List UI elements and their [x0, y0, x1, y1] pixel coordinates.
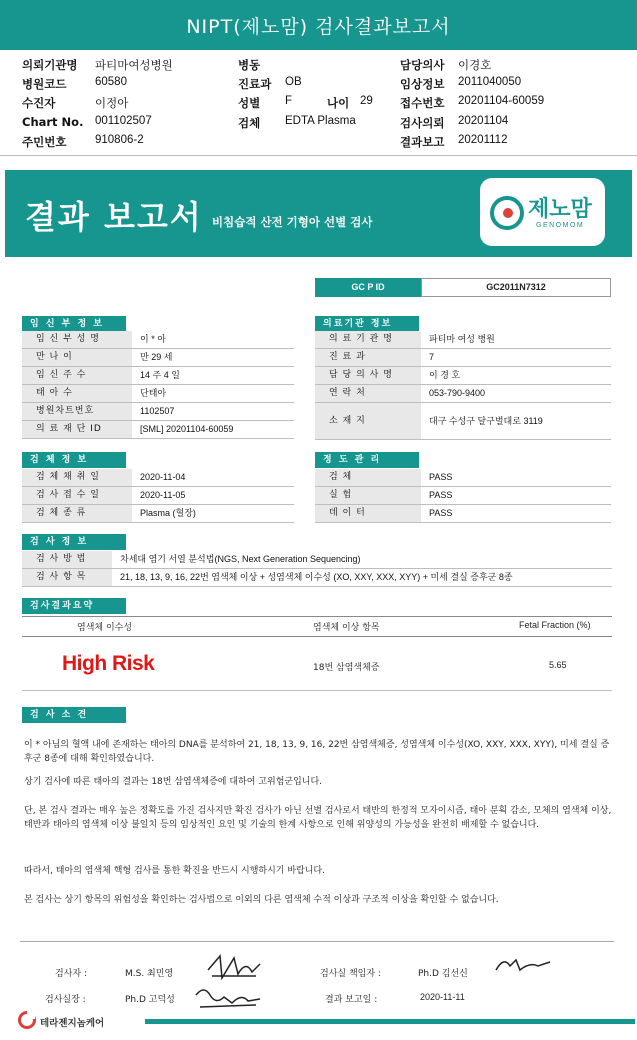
pregnant-label: 만 나 이 [22, 349, 132, 366]
org-value: 이 경 호 [429, 370, 461, 380]
signature-divider [20, 941, 614, 942]
org-value: 7 [429, 352, 435, 362]
header-field [238, 95, 293, 111]
header-field-label: 주민번호 [22, 135, 67, 149]
header-field [22, 134, 144, 150]
header-field-value: OB [285, 76, 302, 88]
report-title: NIPT(제노맘) 검사결과보고서 [0, 0, 637, 50]
banner-subtitle: 비침습적 산전 기형아 선별 검사 [212, 215, 373, 229]
org-label: 진 료 과 [315, 349, 421, 366]
header-field-label: 접수번호 [400, 96, 445, 110]
opinion-paragraph-4: 따라서, 태아의 염색체 핵형 검사를 통한 확진을 반드시 시행하시기 바랍니다. [24, 866, 325, 876]
test-row [22, 569, 612, 587]
qc-label: 데 이 터 [315, 505, 421, 522]
pregnant-value: 1102507 [140, 406, 175, 416]
test-value: 21, 18, 13, 9, 16, 22번 염색체 이상 + 성염색체 이수성 (XO, XXY, XXX, XYY) + 미세 결실 증후군 8종 [120, 572, 513, 582]
header-field-label: Chart No. [22, 115, 84, 129]
summary-bottom-line [22, 690, 612, 691]
test-label: 검 사 항 목 [22, 569, 112, 586]
header-field-value: EDTA Plasma [285, 115, 356, 127]
org-row [315, 349, 611, 367]
section-opinion: 검 사 소 견 [22, 707, 126, 723]
org-row [315, 331, 611, 349]
org-label: 소 재 지 [315, 403, 421, 439]
qc-row [315, 487, 611, 505]
qc-row [315, 505, 611, 523]
header-field-value: F [285, 95, 293, 107]
tester-label: 검사자 : [55, 969, 87, 979]
company-name: 테라젠지놈케어 [40, 1018, 105, 1029]
head-label: 검사실장 : [45, 995, 86, 1005]
section-qc: 정 도 관 리 [315, 452, 419, 468]
footer-bar [145, 1019, 635, 1024]
qc-value: PASS [429, 472, 453, 482]
header-field-label: 결과보고 [400, 135, 445, 149]
org-value: 053-790-9400 [429, 388, 486, 398]
gcpid-value: GC2011N7312 [421, 278, 611, 297]
pregnant-row [22, 421, 294, 439]
header-field [400, 76, 522, 92]
summary-header-2: 염색체 이상 항목 [313, 623, 380, 633]
header-field [400, 95, 545, 111]
header-field-label: 성별 [238, 96, 261, 110]
org-label: 연 락 처 [315, 385, 421, 402]
opinion-paragraph-1: 이 * 아님의 혈액 내에 존재하는 태아의 DNA를 분석하여 21, 18, 13, 9, 16, 22번 삼염색체증, 성염색체 이수성(XO, XXY, XXX, XYY), 미세 결실 증후군 8종에 대해 확인하였습니다. [24, 740, 610, 764]
header-field [22, 115, 152, 129]
header-field [400, 57, 492, 73]
header-field-label: 검체 [238, 116, 261, 130]
report-date: 2020-11-11 [420, 992, 465, 1002]
org-row [315, 385, 611, 403]
header-divider [0, 155, 637, 156]
pregnant-label: 임 신 주 수 [22, 367, 132, 384]
header-field-label: 진료과 [238, 77, 272, 91]
header-field-value: 910806-2 [95, 134, 144, 146]
test-row [22, 551, 612, 569]
sample-row [22, 487, 294, 505]
age-field [327, 95, 373, 111]
section-org: 의료기관 정보 [315, 316, 419, 332]
summary-header-3: Fetal Fraction (%) [519, 620, 591, 630]
genomom-logo-icon [490, 196, 524, 230]
header-field-label: 검사의뢰 [400, 116, 445, 130]
header-field [238, 57, 260, 73]
org-label: 담 당 의 사 명 [315, 367, 421, 384]
sample-label: 검 사 접 수 일 [22, 487, 132, 504]
pregnant-value: 이 * 아 [140, 334, 166, 344]
risk-result: High Risk [62, 652, 155, 675]
header-field-value: 20201104 [458, 115, 509, 127]
org-label: 의 료 기 관 명 [315, 331, 421, 348]
pregnant-value: 단태아 [140, 388, 167, 398]
pregnant-row [22, 367, 294, 385]
genomom-logo [480, 178, 605, 246]
qc-row [315, 469, 611, 487]
header-field-label: 임상정보 [400, 77, 445, 91]
header-field-label: 병원코드 [22, 77, 67, 91]
header-field-value: 20201112 [458, 134, 508, 146]
org-row [315, 403, 611, 440]
test-label: 검 사 방 법 [22, 551, 112, 568]
header-field-label: 병동 [238, 58, 261, 72]
gcpid-label: GC P ID [315, 278, 421, 297]
opinion-paragraph-3: 단, 본 검사 결과는 매우 높은 정확도를 가진 검사지만 확진 검사가 아닌 선별 검사로서 태반의 한정적 모자이시즘, 태아 분획 감소, 모체의 염색체 이상, 태반과 태아의 염색체 이상 불일치 등의 임상적인 요인 및 기술의 한계 사항으로 인해 위양성의 가능성을 완전히 배제할 수 없습니다. [24, 806, 612, 830]
chief-name: Ph.D 김선신 [418, 969, 468, 979]
header-field-label: 수진자 [22, 96, 56, 110]
tester-signature [200, 950, 270, 985]
org-value: 대구 수성구 달구벌대로 3119 [429, 416, 543, 426]
sample-value: 2020-11-04 [140, 472, 186, 482]
qc-value: PASS [429, 490, 453, 500]
header-field-value: 이경호 [458, 60, 492, 72]
header-field [22, 76, 127, 92]
header-field-value: 이정아 [95, 98, 129, 110]
header-field [238, 76, 302, 92]
pregnant-row [22, 385, 294, 403]
header-field [400, 115, 509, 131]
abnormal-item: 18번 삼염색체증 [313, 663, 380, 673]
pregnant-value: [SML] 20201104-60059 [140, 424, 234, 434]
qc-label: 검 체 [315, 469, 421, 486]
header-field [238, 115, 356, 131]
pregnant-label: 병원차트번호 [22, 403, 132, 420]
summary-header-1: 염색체 이수성 [77, 623, 133, 633]
pregnant-value: 14 주 4 일 [140, 370, 180, 380]
pregnant-label: 의 료 재 단 ID [22, 421, 132, 438]
tester-name: M.S. 최민영 [125, 969, 174, 979]
pregnant-value: 만 29 세 [140, 352, 173, 362]
qc-label: 실 험 [315, 487, 421, 504]
terragen-logo-icon [18, 1011, 36, 1029]
summary-header-line [22, 636, 612, 637]
header-field [400, 134, 508, 150]
header-field-value: 001102507 [95, 115, 152, 127]
pregnant-label: 태 아 수 [22, 385, 132, 402]
chief-signature [490, 952, 560, 977]
header-field-label: 의뢰기관명 [22, 58, 78, 72]
pregnant-row [22, 349, 294, 367]
qc-value: PASS [429, 508, 453, 518]
sample-row [22, 505, 294, 523]
section-pregnant: 임 신 부 정 보 [22, 316, 126, 332]
sample-label: 검 체 채 취 일 [22, 469, 132, 486]
header-field-value: 60580 [95, 76, 127, 88]
sample-value: Plasma (혈장) [140, 508, 196, 518]
logo-subtext: GENOMOM [536, 222, 585, 229]
date-label: 결과 보고일 : [325, 995, 378, 1005]
header-field [22, 57, 173, 73]
section-test: 검 사 정 보 [22, 534, 126, 550]
opinion-paragraph-2: 상기 검사에 따른 태아의 결과는 18번 삼염색체증에 대하여 고위험군입니다. [24, 777, 323, 787]
sample-row [22, 469, 294, 487]
header-field-value: 2011040050 [458, 76, 522, 88]
head-signature [190, 983, 270, 1013]
summary-top-line [22, 616, 612, 617]
header-field-value: 20201104-60059 [458, 95, 545, 107]
section-sample: 검 체 정 보 [22, 452, 126, 468]
logo-text: 제노맘 [528, 197, 592, 222]
sample-label: 검 체 종 류 [22, 505, 132, 522]
section-summary: 검사결과요약 [22, 598, 126, 614]
age-label: 나이 [327, 96, 350, 110]
pregnant-label: 임 신 부 성 명 [22, 331, 132, 348]
pregnant-row [22, 331, 294, 349]
result-banner [5, 170, 632, 257]
opinion-paragraph-5: 본 검사는 상기 항목의 위험성을 확인하는 검사법으로 이외의 다른 염색체 수적 이상과 구조적 이상을 확인할 수 없습니다. [24, 895, 499, 905]
pregnant-row [22, 403, 294, 421]
org-row [315, 367, 611, 385]
test-value: 차세대 염기 서열 분석법(NGS, Next Generation Sequencing) [120, 554, 361, 564]
chief-label: 검사실 책임자 : [320, 969, 381, 979]
sample-value: 2020-11-05 [140, 490, 186, 500]
banner-title: 결과 보고서 [25, 198, 203, 236]
header-field-value: 파티마여성병원 [95, 60, 173, 72]
org-value: 파티마 여성 병원 [429, 334, 495, 344]
fetal-fraction: 5.65 [549, 660, 567, 670]
age-value: 29 [360, 95, 373, 107]
header-field-label: 담당의사 [400, 58, 445, 72]
head-name: Ph.D 고덕성 [125, 995, 175, 1005]
header-field [22, 95, 129, 111]
